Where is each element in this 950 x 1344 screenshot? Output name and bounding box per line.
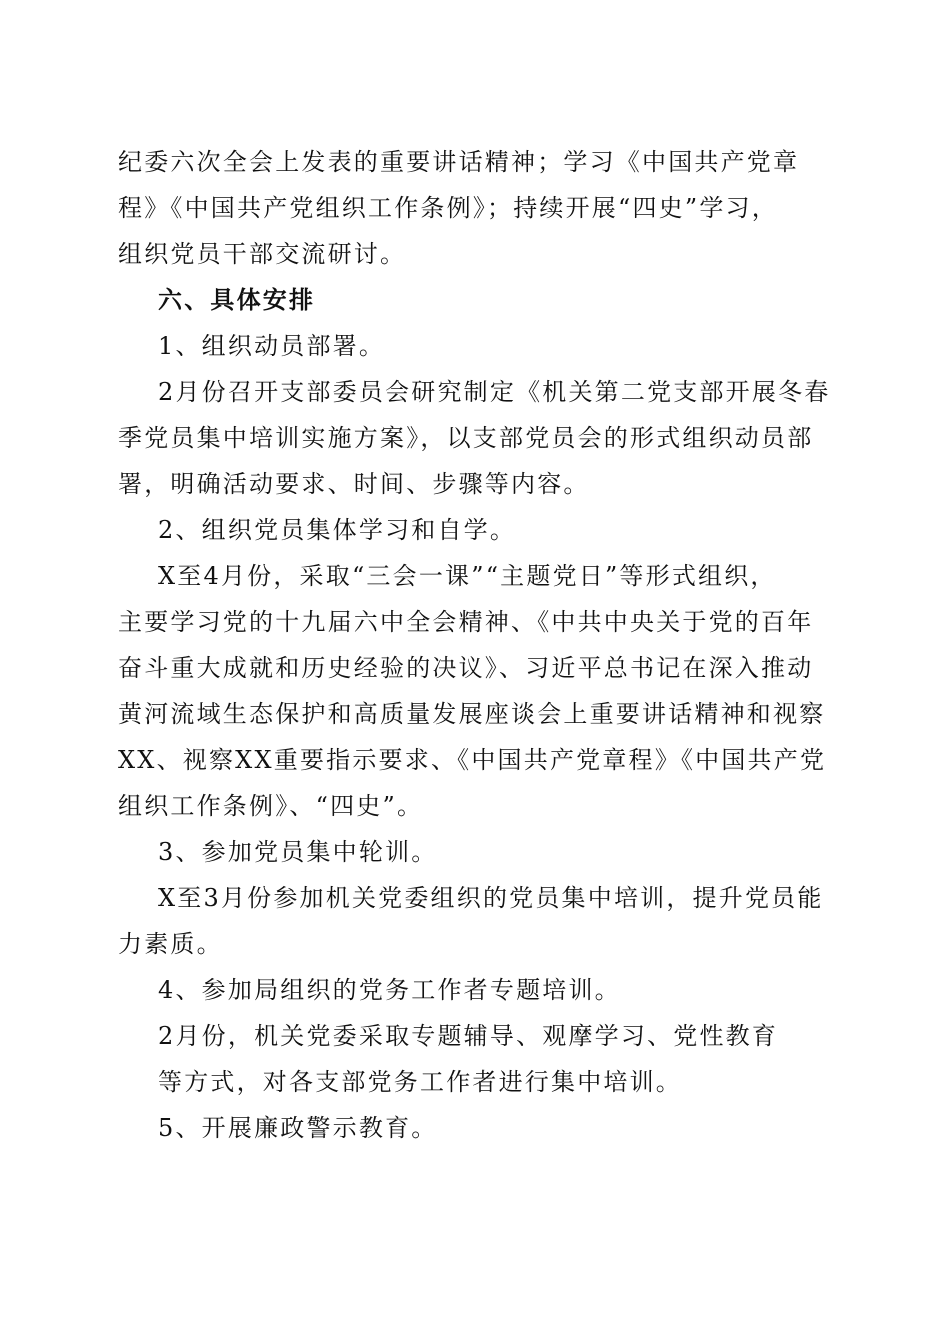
subsection-heading: 3、参加党员集中轮训。 (158, 838, 438, 866)
body-text-line: 主要学习党的十九届六中全会精神、《中共中央关于党的百年 (118, 608, 814, 636)
body-text-line: 2月份召开支部委员会研究制定《机关第二党支部开展冬春 (158, 378, 831, 406)
body-text-line: 程》《中国共产党组织工作条例》；持续开展“四史”学习， (118, 194, 778, 222)
body-text-line: 黄河流域生态保护和高质量发展座谈会上重要讲话精神和视察 (118, 700, 826, 728)
body-text-line: 力素质。 (118, 930, 223, 958)
body-text-line: 季党员集中培训实施方案》，以支部党员会的形式组织动员部 (118, 424, 814, 452)
body-text-line: 纪委六次全会上发表的重要讲话精神；学习《中国共产党章 (118, 148, 800, 176)
subsection-heading: 4、参加局组织的党务工作者专题培训。 (158, 976, 621, 1004)
subsection-heading: 5、开展廉政警示教育。 (158, 1114, 438, 1142)
body-text-line: 署，明确活动要求、时间、步骤等内容。 (118, 470, 590, 498)
subsection-heading: 1、组织动员部署。 (158, 332, 386, 360)
body-text-line: 等方式，对各支部党务工作者进行集中培训。 (158, 1068, 682, 1096)
body-text-line: 奋斗重大成就和历史经验的决议》、习近平总书记在深入推动 (118, 654, 814, 682)
body-text-line: 组织党员干部交流研讨。 (118, 240, 407, 268)
body-text-line: X至4月份，采取“三会一课”“主题党日”等形式组织， (158, 562, 777, 590)
section-heading: 六、具体安排 (158, 285, 316, 314)
body-text-line: 组织工作条例》、“四史”。 (118, 792, 424, 820)
body-text-line: X至3月份参加机关党委组织的党员集中培训，提升党员能 (158, 884, 824, 912)
subsection-heading: 2、组织党员集体学习和自学。 (158, 516, 517, 544)
body-text-line: 2月份，机关党委采取专题辅导、观摩学习、党性教育 (158, 1022, 779, 1050)
body-text-line: XX、视察XX重要指示要求、《中国共产党章程》《中国共产党 (118, 746, 827, 774)
